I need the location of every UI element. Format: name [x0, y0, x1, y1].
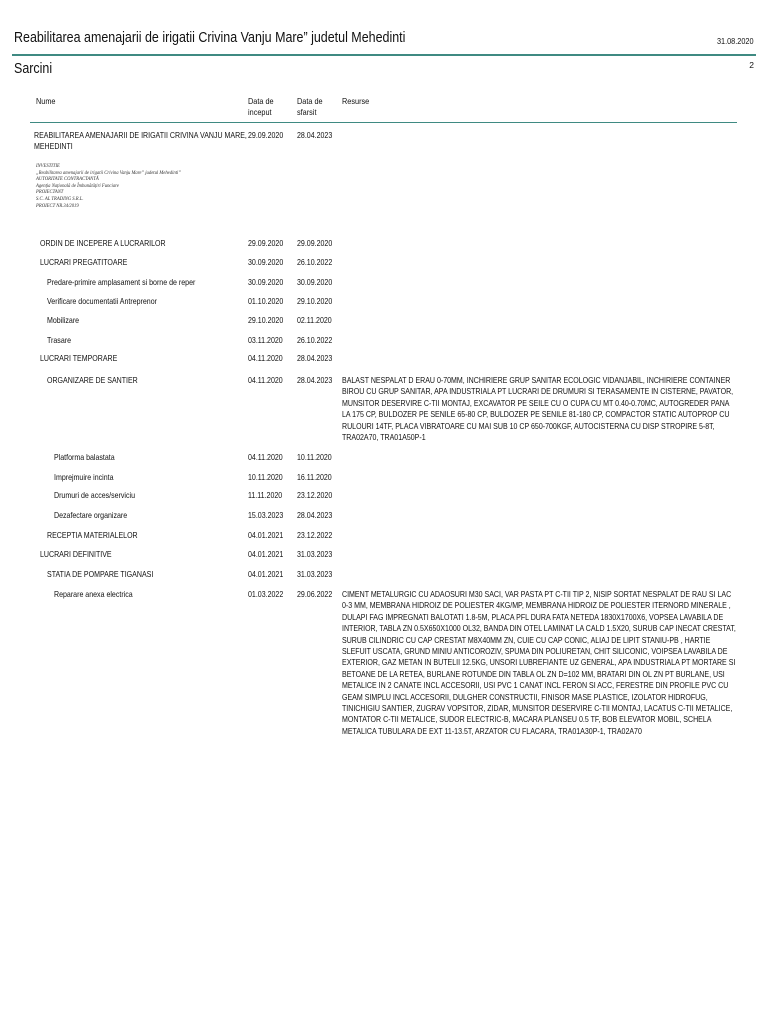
task-name-continued: MEHEDINTI [34, 142, 73, 151]
project-note [36, 163, 181, 209]
task-name: LUCRARI DEFINITIVE [40, 550, 112, 559]
task-end-date: 26.10.2022 [297, 258, 333, 267]
task-name: LUCRARI TEMPORARE [40, 354, 118, 363]
note-line: PROIECTANT [36, 189, 64, 196]
task-name: RECEPTIA MATERIALELOR [47, 531, 138, 540]
task-end-date: 28.04.2023 [297, 376, 333, 385]
task-start-date: 04.01.2021 [248, 531, 284, 540]
task-start-date: 29.09.2020 [248, 239, 284, 248]
task-end-date: 23.12.2020 [297, 491, 333, 500]
task-start-date: 04.11.2020 [248, 354, 283, 363]
task-resources: BALAST NESPALAT D ERAU 0-70MM, INCHIRIERE GRUP SANITAR ECOLOGIC VIDANJABIL, INCHIRIERE CONTAINER BIROU CU GRUP SANITAR, APA INDUSTRIALA PT LUCRARI DE DRUMURI SI TERASAMENTE IN CISTERNE, PAVATOR, MUNSITOR DESERVIRE C-TII MONTAJ, EXCAVATOR PE SEILE CU O CUPA CU MT 0.40-0.70MC, AUTOGREDER PANA LA 175 CP, BULDOZER PE SENILE 65-80 CP, BULDOZER PE SENILE 81-180 CP, COMPACTOR STATIC AUTOPROP CU RULOURI 14TF, PLACA VIBRATOARE CU MAI SUB 10 CP 650-700KGF, AUTOCISTERNA CU DISP STROPIRE 5-8T, TRA02A70, TRA01A50P-1 [342, 376, 734, 443]
note-line: PROIECT NR.34/2019 [36, 202, 79, 209]
task-start-date: 29.09.2020 [248, 131, 284, 140]
page-number: 2 [749, 60, 754, 70]
note-line: Agenția Națională de Îmbunătățiri Funciare [36, 182, 119, 189]
column-header-start: Data de inceput [248, 96, 274, 117]
task-name: Predare-primire amplasament si borne de reper [47, 278, 196, 287]
task-end-date: 28.04.2023 [297, 131, 333, 140]
task-name: REABILITAREA AMENAJARII DE IRIGATII CRIVINA VANJU MARE, [34, 131, 247, 140]
task-end-date: 31.03.2023 [297, 570, 333, 579]
task-start-date: 10.11.2020 [248, 473, 283, 482]
task-start-date: 04.01.2021 [248, 550, 284, 559]
task-resources: CIMENT METALURGIC CU ADAOSURI M30 SACI, VAR PASTA PT C-TII TIP 2, NISIP SORTAT NESPALAT DE RAU SI LAC 0-3 MM, MEMBRANA HIDROIZ DE POLIESTER 4KG/MP, MEMBRANA HIDROIZ DE POLIESTER ITERNORD MINERALE , DULAPI FAG IMPREGNATI BALOTATI 1.8-5M, PLACA PFL DURA FATA NETEDA 1830X1700X6, VOPSEA LAVABILA DE INTERIOR, TABLA ZN 0.5X650X1000 OL32, BANDA DIN OTEL LAMINAT LA CALD 1.5X20, SURUB CAP INECAT CRESTAT, SURUB CILINDRIC CU CAP CRESTAT M8X40MM ZN, CUIE CU CAP CONIC, ALIAJ DE LIPIT STANIU-PB , HARTIE SLEFUIT USCATA, GRUND MINIU ANTICOROZIV, SPUMA DIN POLIURETAN, CHIT SILICONIC, VOIPSEA LAVABILA DE EXTERIOR, GAZ METAN IN BUTELII 12.5KG, UNSORI LUBREFIANTE UZ GENERAL, APA INDUSTRIALA PT MORTARE SI BETOANE DE LA RETEA, BURLANE ROTUNDE DIN TABLA OL ZN D=102 MM, BRATARI DIN OL ZN PT BURLANE, USI METALICE IN 2 CANATE INCL ACCESORII, USI PVC 1 CANAT INCL FERON SI ACC, FERESTRE DIN PROFILE PVC CU GEAM SIMPLU INCL ACCESORII, DULGHER CONSTRUCTII, FINISOR MASE PLASTICE, IZOLATOR HIDROFUG, TINICHIGIU SANTIER, ZUGRAV VOPSITOR, ZIDAR, MUNSITOR DESERVIRE C-TII MONTAJ, LACATUS C-TII METALICE, MONTATOR C-TII METALICE, SUDOR ELECTRIC-B, MACARA PLANSEU 0.5 TF, BOB ELEVATOR MOBIL, SCHELA METALICA TUBULARA DE EXT 11-13.5T, ARZATOR CU FLACARA, TRA01A30P-1, TRA02A70 [342, 590, 736, 736]
task-start-date: 30.09.2020 [248, 258, 284, 267]
task-start-date: 15.03.2023 [248, 511, 284, 520]
task-name: Platforma balastata [54, 453, 115, 462]
column-header-resources: Resurse [342, 96, 370, 106]
task-start-date: 11.11.2020 [248, 491, 283, 500]
section-title: Sarcini [14, 61, 53, 77]
task-end-date: 10.11.2020 [297, 453, 332, 462]
task-end-date: 02.11.2020 [297, 316, 332, 325]
column-header-end: Data de sfarsit [297, 96, 323, 117]
task-name: LUCRARI PREGATITOARE [40, 258, 128, 267]
note-line: S.C. AL TRADING S.R.L. [36, 195, 84, 202]
task-name: Dezafectare organizare [54, 511, 128, 520]
task-end-date: 26.10.2022 [297, 336, 333, 345]
task-start-date: 01.03.2022 [248, 590, 284, 599]
task-name: Verificare documentatii Antreprenor [47, 297, 157, 306]
task-name: ORGANIZARE DE SANTIER [47, 376, 138, 385]
document-title: Reabilitarea amenajarii de irigatii Crivina Vanju Mare” judetul Mehedinti [14, 30, 406, 46]
task-name: Reparare anexa electrica [54, 590, 133, 599]
title-divider [12, 54, 756, 56]
task-start-date: 30.09.2020 [248, 278, 284, 287]
note-line: „Reabilitarea amenajarii de irigatii Crivina Vanju Mare” judetul Mehedinti” [36, 169, 181, 176]
task-start-date: 01.10.2020 [248, 297, 284, 306]
column-header-name: Nume [36, 96, 56, 106]
task-end-date: 29.06.2022 [297, 590, 333, 599]
task-name: Imprejmuire incinta [54, 473, 114, 482]
task-end-date: 16.11.2020 [297, 473, 332, 482]
task-end-date: 28.04.2023 [297, 354, 333, 363]
task-name: ORDIN DE INCEPERE A LUCRARILOR [40, 239, 166, 248]
task-end-date: 28.04.2023 [297, 511, 333, 520]
task-start-date: 29.10.2020 [248, 316, 284, 325]
task-start-date: 04.01.2021 [248, 570, 284, 579]
task-name: Mobilizare [47, 316, 80, 325]
task-end-date: 23.12.2022 [297, 531, 333, 540]
note-line: AUTORITATE CONTRACTANTĂ [36, 176, 99, 183]
task-end-date: 30.09.2020 [297, 278, 333, 287]
task-start-date: 04.11.2020 [248, 453, 283, 462]
task-name: STATIA DE POMPARE TIGANASI [47, 570, 154, 579]
task-name: Trasare [47, 336, 71, 345]
task-end-date: 29.09.2020 [297, 239, 333, 248]
task-name: Drumuri de acces/serviciu [54, 491, 136, 500]
task-start-date: 03.11.2020 [248, 336, 283, 345]
task-end-date: 31.03.2023 [297, 550, 333, 559]
note-line: INVESTITIE [36, 163, 60, 169]
task-start-date: 04.11.2020 [248, 376, 283, 385]
task-end-date: 29.10.2020 [297, 297, 333, 306]
header-divider [30, 122, 737, 123]
document-date: 31.08.2020 [717, 36, 754, 46]
